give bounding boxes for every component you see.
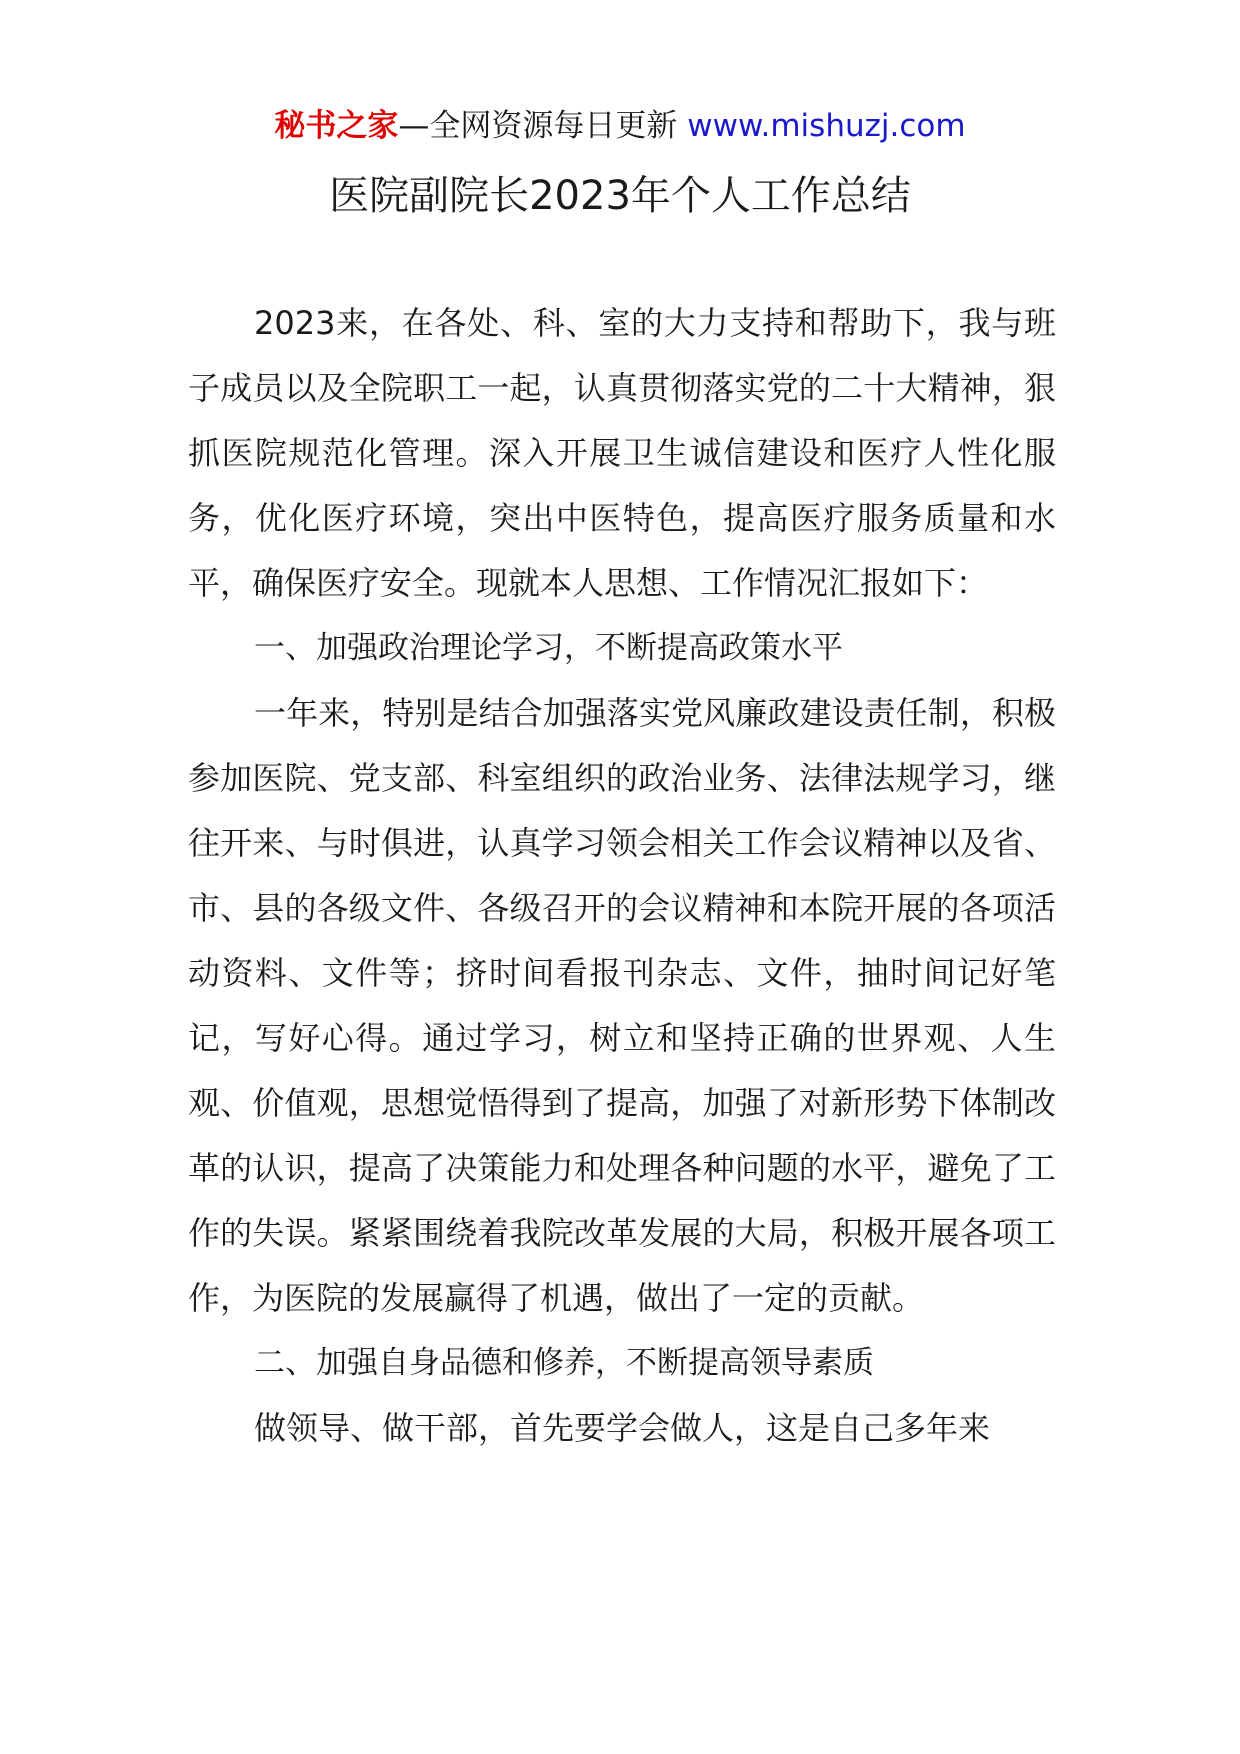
site-header [0, 104, 1240, 148]
document-title: 医院副院长2023年个人工作总结 [329, 173, 911, 219]
section-1-paragraph: 一年来，特别是结合加强落实党风廉政建设责任制，积极参加医院、党支部、科室组织的政治业务、法律法规学习，继往开来、与时俱进，认真学习领会相关工作会议精神以及省、市、县的各级文件、各级召开的会议精神和本院开展的各项活动资料、文件等；挤时间看报刊杂志、文件，抽时间记好笔记，写好心得。通过学习，树立和坚持正确的世界观、人生观、价值观，思想觉悟得到了提高，加强了对新形势下体制改革的认识，提高了决策能力和处理各种问题的水平，避免了工作的失误。紧紧围绕着我院改革发展的大局，积极开展各项工作，为医院的发展赢得了机遇，做出了一定的贡献。 [188, 694, 1056, 1317]
section-2-paragraph: 做领导、做干部，首先要学会做人，这是自己多年来 [254, 1409, 991, 1447]
brand-name: 秘书之家 [274, 108, 399, 144]
intro-paragraph: 2023来，在各处、科、室的大力支持和帮助下，我与班子成员以及全院职工一起，认真贯彻落实党的二十大精神，狠抓医院规范化管理。深入开展卫生诚信建设和医疗人性化服务，优化医疗环境，突出中医特色，提高医疗服务质量和水平，确保医疗安全。现就本人思想、工作情况汇报如下： [188, 304, 1056, 602]
document-body [188, 291, 1056, 1461]
site-url-link[interactable]: www.mishuzj.com [687, 108, 966, 144]
section-heading-2: 二、加强自身品德和修养，不断提高领导素质 [254, 1345, 874, 1381]
header-tagline: —全网资源每日更新 [398, 108, 688, 144]
section-heading-1: 一、加强政治理论学习，不断提高政策水平 [254, 630, 843, 666]
